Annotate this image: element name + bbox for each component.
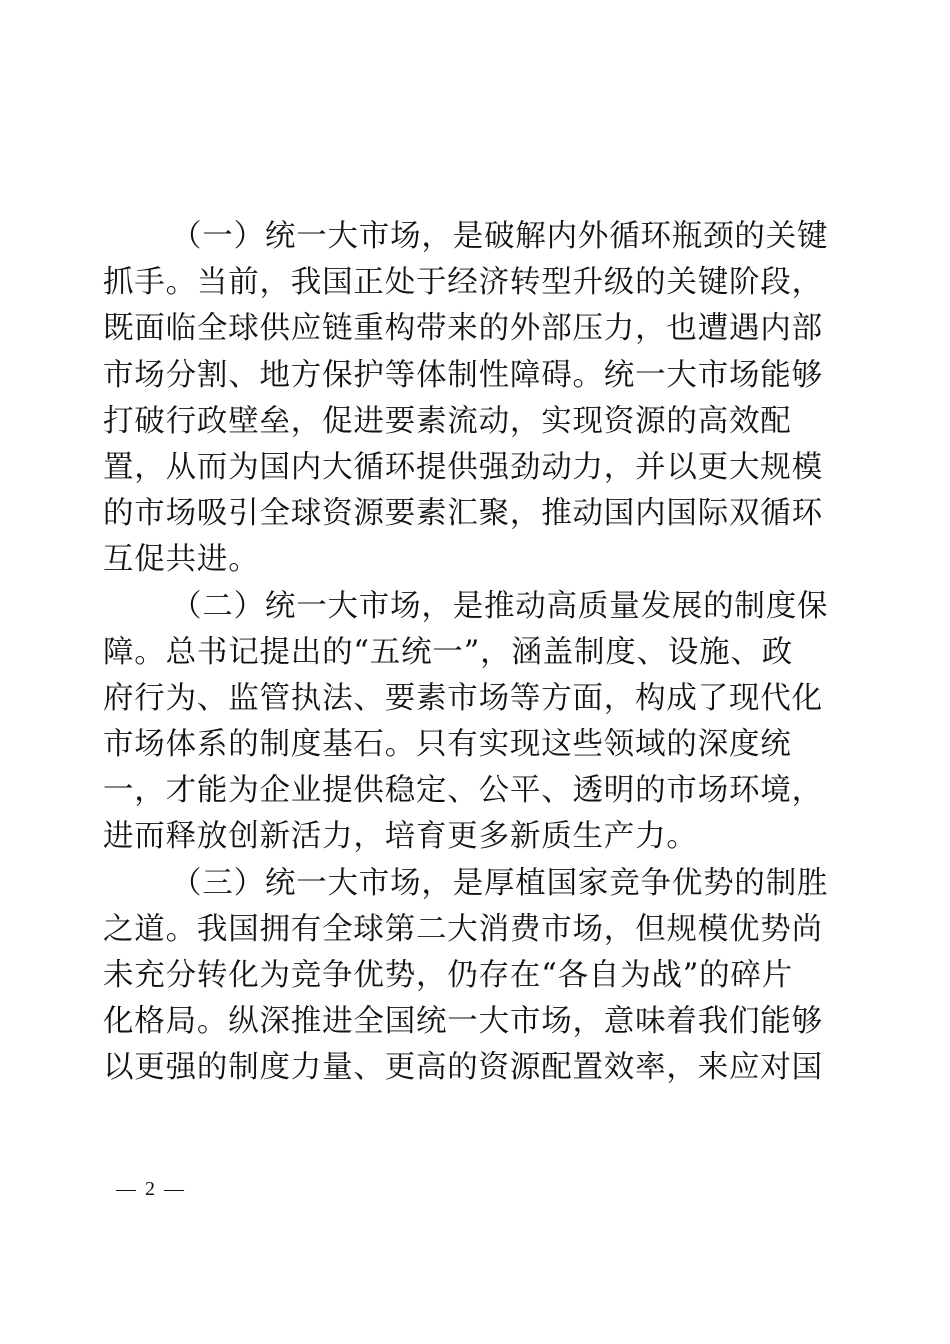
paragraph-line: 互促共进。	[103, 542, 260, 578]
paragraph-1	[103, 214, 838, 584]
paragraph-line: （二）统一大市场，是推动高质量发展的制度保	[171, 588, 829, 624]
paragraph-line: 市场分割、地方保护等体制性障碍。统一大市场能够	[103, 357, 823, 393]
paragraph-2	[103, 584, 838, 861]
paragraph-line: 之道。我国拥有全球第二大消费市场，但规模优势尚	[103, 911, 823, 947]
paragraph-line: 市场体系的制度基石。只有实现这些领域的深度统	[103, 727, 792, 763]
paragraph-line: 打破行政壁垒，促进要素流动，实现资源的高效配	[103, 403, 792, 439]
paragraph-line: 的市场吸引全球资源要素汇聚，推动国内国际双循环	[103, 496, 823, 532]
paragraph-line: 府行为、监管执法、要素市场等方面，构成了现代化	[103, 680, 823, 716]
page-number: — 2 —	[116, 1178, 186, 1200]
paragraph-line: （三）统一大市场，是厚植国家竞争优势的制胜	[171, 865, 829, 901]
paragraph-line: 化格局。纵深推进全国统一大市场，意味着我们能够	[103, 1004, 823, 1040]
paragraph-line: 抓手。当前，我国正处于经济转型升级的关键阶段，	[103, 265, 823, 301]
paragraph-line: 障。总书记提出的“五统一”，涵盖制度、设施、政	[103, 634, 794, 670]
paragraph-line: 进而释放创新活力，培育更多新质生产力。	[103, 819, 698, 855]
paragraph-3	[103, 861, 838, 1092]
paragraph-line: （一）统一大市场，是破解内外循环瓶颈的关键	[171, 219, 829, 254]
paragraph-line: 未充分转化为竞争优势，仍存在“各自为战”的碎片	[103, 958, 794, 993]
paragraph-line: 置，从而为国内大循环提供强劲动力，并以更大规模	[103, 449, 823, 485]
paragraph-line: 一，才能为企业提供稳定、公平、透明的市场环境，	[103, 773, 823, 809]
paragraph-line: 以更强的制度力量、更高的资源配置效率，来应对国	[103, 1050, 823, 1086]
paragraph-line: 既面临全球供应链重构带来的外部压力，也遭遇内部	[103, 311, 823, 347]
document-body	[103, 214, 838, 1092]
